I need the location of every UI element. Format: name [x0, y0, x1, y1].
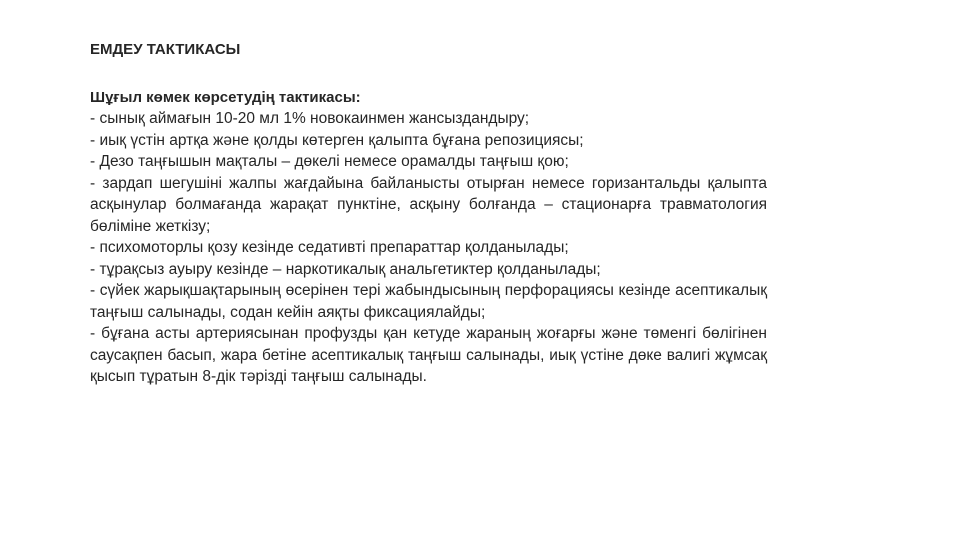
slide-content	[90, 38, 767, 388]
paragraph-skin-perforation: - сүйек жарықшақтарының өсерінен тері жабындысының перфорациясы кезінде асептикалық таңғыш салынады, содан кейін аяқты фиксациялайды;	[90, 282, 767, 321]
paragraph-sedatives: - психомоторлы қозу кезінде седативті препараттар қолданылады;	[90, 239, 569, 256]
slide-title: ЕМДЕУ ТАКТИКАСЫ	[90, 41, 241, 58]
paragraph-dezo-bandage: - Дезо таңғышын мақталы – дөкелі немесе орамалды таңғыш қою;	[90, 153, 569, 170]
section-subtitle: Шұғыл көмек көрсетудің тактикасы:	[90, 89, 361, 106]
paragraph-transport: - зардап шегушіні жалпы жағдайына байланысты отырған немесе горизантальды қалыпта асқынулар болмағанда жарақат пунктіне, асқыну болғанда – стационарға травматология бөліміне жеткізу;	[90, 174, 767, 235]
paragraph-analgesics: - тұрақсыз ауыру кезінде – наркотикалық анальгетиктер қолданылады;	[90, 260, 601, 278]
paragraph-reposition: - иық үстін артқа және қолды көтерген қалыпта бұғана репозициясы;	[90, 131, 584, 149]
paragraph-bleeding: - бұғана асты артериясынан профузды қан кетуде жараның жоғарғы және төменгі бөлігінен саусақпен басып, жара бетіне асептикалық таңғыш салынады, иық үстіне дөке валигі жұмсақ қысып тұратын 8-дік тәрізді таңғыш салынады.	[90, 325, 767, 385]
paragraph-anesthesia: - сынық аймағын 10-20 мл 1% новокаинмен жансыздандыру;	[90, 110, 530, 127]
